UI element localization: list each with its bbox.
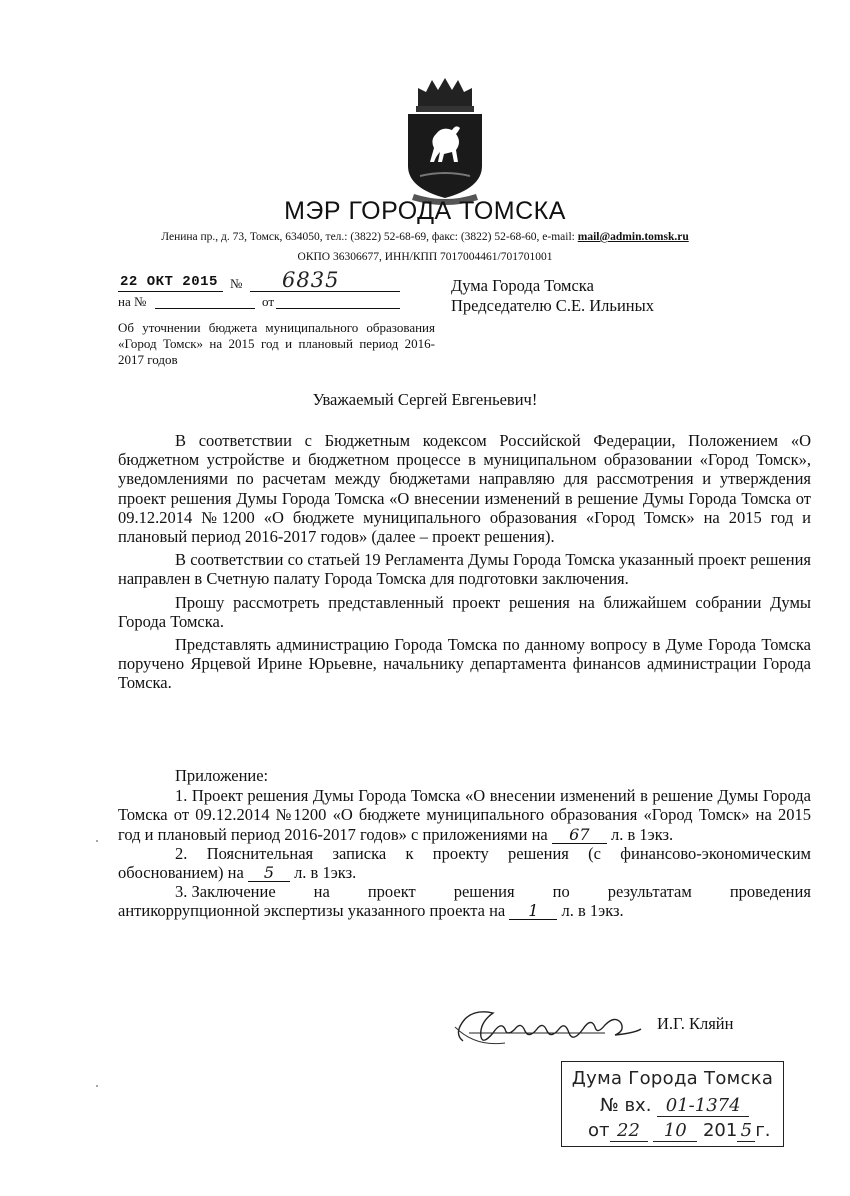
date-underline bbox=[118, 291, 223, 292]
attachment-word: на bbox=[313, 882, 330, 902]
number-underline bbox=[250, 291, 400, 292]
attachment-tail: л. в 1экз. bbox=[294, 863, 357, 883]
stamp-number-row bbox=[600, 1095, 749, 1117]
body-paragraph: Представлять администрацию Города Томска по данному вопросу в Думе Города Томска поручено Ярцевой Ирине Юрьевне, начальнику департамента финансов администрации Города Томска. bbox=[118, 635, 811, 693]
signer-name: И.Г. Кляйн bbox=[657, 1014, 734, 1033]
attachment-item-line bbox=[118, 882, 811, 901]
outgoing-number: 6835 bbox=[282, 268, 340, 292]
attachment-pages: 67 bbox=[552, 827, 607, 844]
attachment-tail: л. в 1экз. bbox=[610, 824, 674, 844]
reference-from-label: от bbox=[262, 294, 275, 309]
greeting: Уважаемый Сергей Евгеньевич! bbox=[312, 390, 538, 409]
scan-dot bbox=[96, 840, 98, 842]
attachment-item-text: антикоррупционной экспертизы указанного проекта на bbox=[118, 901, 506, 921]
stamp-month: 10 bbox=[653, 1120, 697, 1142]
attachment-item bbox=[118, 901, 811, 920]
number-label: № bbox=[230, 276, 243, 291]
address-line bbox=[0, 231, 850, 243]
attachment-word: проведения bbox=[729, 882, 811, 902]
attachment-item bbox=[118, 786, 811, 844]
attachment-item-text: 1. Проект решения Думы Города Томска «О внесении изменений в решение Думы Города Томска от 09.12.2014 №1200 «О бюджете муниципального образования «Город Томск» на 2015 год и плановый период 2016-2017 годов» с приложениями на bbox=[118, 786, 811, 844]
tomsk-coat-of-arms-icon bbox=[400, 78, 490, 208]
reference-number-blank bbox=[155, 308, 255, 309]
recipient-block bbox=[451, 276, 654, 316]
recipient-person: Председателю С.Е. Ильиных bbox=[451, 296, 654, 315]
reference-number-label: на № bbox=[118, 294, 147, 309]
attachment-item-text: 2. Пояснительная записка к проекту решения (с финансово-экономическим обоснованием) на bbox=[118, 843, 811, 883]
letter-body bbox=[118, 431, 811, 697]
stamp-number-value: 01-1374 bbox=[657, 1095, 749, 1117]
stamp-year-end: г. bbox=[755, 1120, 771, 1141]
attachment-word: решения bbox=[453, 882, 515, 902]
reference-date-blank bbox=[276, 308, 400, 309]
attachment-pages: 1 bbox=[509, 903, 557, 920]
scan-dot bbox=[96, 1085, 98, 1087]
stamp-day: 22 bbox=[610, 1120, 648, 1142]
attachment-word: результатам bbox=[607, 882, 692, 902]
attachment-word: проект bbox=[367, 882, 416, 902]
recipient-organization: Дума Города Томска bbox=[451, 276, 594, 295]
attachment-word: 3. Заключение bbox=[175, 882, 276, 902]
handwritten-signature bbox=[445, 1003, 645, 1053]
body-paragraph: Прошу рассмотреть представленный проект решения на ближайшем собрании Думы Города Томска. bbox=[118, 592, 811, 631]
body-paragraph: В соответствии со статьей 19 Регламента Думы Города Томска указанный проект решения направлен в Счетную палату Города Томска для подготовки заключения. bbox=[118, 550, 811, 589]
address-text: Ленина пр., д. 73, Томск, 634050, тел.: (3822) 52-68-69, факс: (3822) 52-68-60, e-mail: bbox=[161, 231, 575, 243]
stamp-year-suffix: 5 bbox=[737, 1120, 755, 1142]
attachment-pages: 5 bbox=[248, 865, 290, 882]
attachment-item bbox=[118, 844, 811, 882]
page-title: МЭР ГОРОДА ТОМСКА bbox=[284, 197, 566, 225]
outgoing-date-stamp: 22 ОКТ 2015 bbox=[120, 274, 218, 290]
body-paragraph: В соответствии с Бюджетным кодексом Российской Федерации, Положением «О бюджетном устройстве и бюджетном процессе в муниципальном образовании «Город Томск», уведомлениями по расчетам между бюджетами направляю для рассмотрения и утверждения проект решения Думы Города Томска «О внесении изменений в решение Думы Города Томска от 09.12.2014 №1200 «О бюджете муниципального образования «Город Томск» на 2015 год и плановый период 2016-2017 годов» (далее – проект решения). bbox=[118, 431, 811, 547]
stamp-date-label: от bbox=[588, 1120, 610, 1141]
registration-codes: ОКПО 36306677, ИНН/КПП 7017004461/701701001 bbox=[297, 251, 553, 263]
letter-subject: Об уточнении бюджета муниципального образования «Город Томск» на 2015 год и плановый период 2016-2017 годов bbox=[118, 320, 435, 367]
stamp-date-row bbox=[588, 1120, 771, 1142]
incoming-registration-stamp bbox=[561, 1061, 784, 1147]
stamp-year-prefix: 201 bbox=[702, 1120, 738, 1141]
attachments-list bbox=[118, 766, 811, 921]
attachments-heading: Приложение: bbox=[175, 766, 269, 785]
attachment-word: по bbox=[552, 882, 570, 902]
attachment-tail: л. в 1экз. bbox=[561, 901, 624, 921]
stamp-number-label: № вх. bbox=[600, 1095, 652, 1116]
email-link[interactable]: mail@admin.tomsk.ru bbox=[577, 231, 689, 243]
stamp-title: Дума Города Томска bbox=[571, 1068, 774, 1089]
